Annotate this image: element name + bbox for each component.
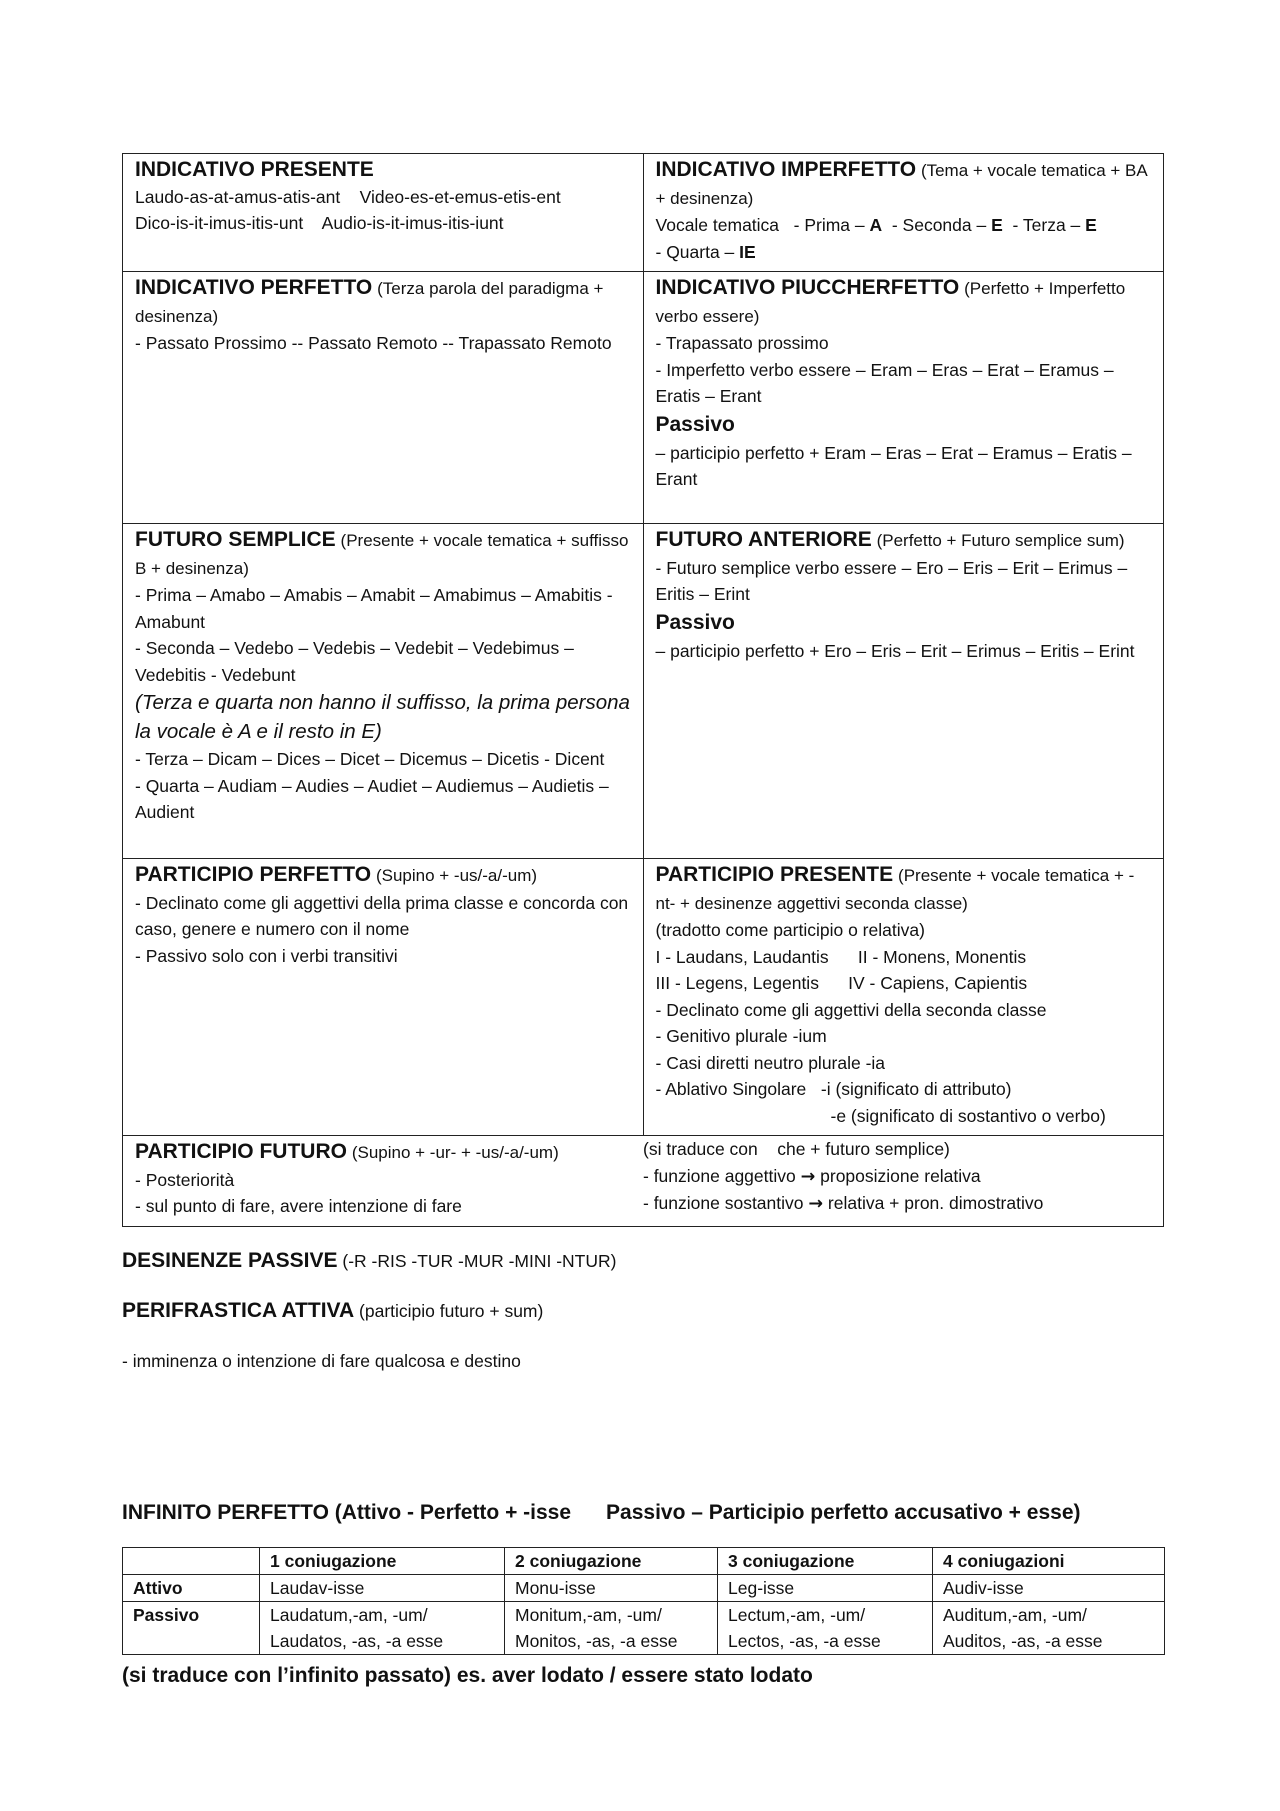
cell-line: Monitos, -as, -a esse [515,1631,678,1651]
header-cell: 4 coniugazioni [933,1548,1165,1575]
passivo-label: Passivo [655,412,735,436]
row-label: Attivo [123,1575,260,1602]
section-text: (-R -RIS -TUR -MUR -MINI -NTUR) [337,1251,617,1271]
cell-subtitle: (Supino + -ur- + -us/-a/-um) [351,1143,559,1162]
vt-mid: - Terza – [1002,215,1086,235]
cell-title: INDICATIVO PERFETTO [135,276,373,299]
conjugation-grid [122,153,1164,1227]
header-cell: 1 coniugazione [260,1548,505,1575]
cell-line: Lectum,-am, -um/ [728,1605,866,1625]
line-text: proposizione relativa [815,1165,981,1186]
cell-futuro-semplice [123,524,644,859]
cell-title: FUTURO ANTERIORE [655,528,872,551]
vt-ie: IE [739,241,756,262]
table-cell: Audiv-isse [933,1575,1165,1602]
cell-line: (tradotto come participio o relativa) [655,920,925,940]
line-text: - funzione sostantivo [643,1193,809,1213]
header-cell: 3 coniugazione [718,1548,933,1575]
header-cell [123,1548,260,1575]
cell-indicativo-piuccheperfetto [643,272,1164,524]
header-cell: 2 coniugazione [505,1548,718,1575]
cell-indicativo-presente [123,154,644,272]
cell-line: Lectos, -as, -a esse [728,1631,881,1651]
table-cell [260,1602,505,1655]
cell-futuro-anteriore [643,524,1164,859]
cell-title: INDICATIVO PRESENTE [135,158,374,181]
grid-row-4 [123,859,1164,1136]
vocale-tematica-line [656,212,1154,239]
cell-participio-futuro [123,1136,644,1227]
grid-row-5 [123,1136,1164,1227]
italic-note: (Terza e quarta non hanno il suffisso, la prima persona la vocale è A e il resto in E) [135,691,630,743]
grid-row-3 [123,524,1164,859]
passivo-label: Passivo [655,610,735,634]
cell-line-indented: -e (significato di sostantivo o verbo) [830,1105,1106,1126]
vt-label: Vocale tematica - Prima – [655,215,870,235]
cell-title: PARTICIPIO PERFETTO [135,863,372,886]
cell-title: PARTICIPIO FUTURO [135,1140,347,1163]
cell-subtitle: (Perfetto + Imperfetto verbo essere) [655,279,1126,326]
cell-title: INDICATIVO IMPERFETTO [655,158,917,181]
section-title: PERIFRASTICA ATTIVA [122,1299,355,1322]
cell-subtitle: (Presente + vocale tematica + -nt- + desinenze aggettivi seconda classe) [655,866,1135,913]
funzione-aggettivo-line [643,1163,1153,1191]
section-title: DESINENZE PASSIVE [122,1249,338,1272]
cell-line: Monitum,-am, -um/ [515,1605,662,1625]
cell-line: - Genitivo plurale -ium [655,1026,827,1046]
cell-line: - sul punto di fare, avere intenzione di fare [135,1196,462,1216]
vocale-tematica-quarta [656,239,1154,266]
cell-line: - Ablativo Singolare -i (significato di attributo) [655,1079,1012,1099]
cell-participio-futuro-notes [643,1136,1164,1227]
table-cell [933,1602,1165,1655]
cell-line: - Quarta – Audiam – Audies – Audiet – Audiemus – Audietis – Audient [135,775,613,822]
table-row-passivo [123,1602,1165,1655]
cell-title: PARTICIPIO PRESENTE [655,863,894,886]
cell-line: - Declinato come gli aggettivi della seconda classe [655,999,1047,1020]
cell-title: FUTURO SEMPLICE [135,528,336,551]
cell-participio-presente [643,859,1164,1136]
table-cell [718,1602,933,1655]
section-text: (participio futuro + sum) [354,1301,544,1321]
funzione-sostantivo-line [643,1190,1153,1218]
vt-e: E [991,215,1003,235]
cell-line: - Seconda – Vedebo – Vedebis – Vedebit – Vedebimus – Vedebitis - Vedebunt [135,638,579,685]
cell-participio-perfetto [123,859,644,1136]
cell-line: Laudatum,-am, -um/ [270,1605,428,1625]
cell-line: - Prima – Amabo – Amabis – Amabit – Amabimus – Amabitis - Amabunt [135,585,617,632]
vt-label: - Quarta – [655,241,740,262]
cell-indicativo-perfetto [123,272,644,524]
cell-line: III - Legens, Legentis IV - Capiens, Capientis [655,973,1028,993]
desinenze-passive [122,1248,616,1274]
cell-line: - Declinato come gli aggettivi della prima classe e concorda con caso, genere e numero con il nome [135,892,634,939]
cell-line: - Posteriorità [135,1169,235,1190]
infinito-table [122,1547,1165,1655]
row-label: Passivo [123,1602,260,1655]
table-cell: Laudav-isse [260,1575,505,1602]
cell-subtitle: (Tema + vocale tematica + BA + desinenza) [655,161,1147,208]
cell-title: INDICATIVO PIUCCHERFETTO [655,276,960,299]
cell-line: Laudo-as-at-amus-atis-ant Video-es-et-emus-etis-ent [135,186,561,207]
vt-e: E [1085,215,1097,235]
table-header-row [123,1548,1165,1575]
line-text: relativa + pron. dimostrativo [823,1193,1044,1213]
perifrastica-note: - imminenza o intenzione di fare qualcosa e destino [122,1351,521,1371]
infinito-translation-note: (si traduce con l’infinito passato) es. aver lodato / essere stato lodato [122,1664,813,1687]
cell-line: – participio perfetto + Eram – Eras – Erat – Eramus – Eratis – Erant [655,442,1137,489]
table-cell: Leg-isse [718,1575,933,1602]
cell-subtitle: (Terza parola del paradigma + desinenza) [135,279,604,326]
table-cell [505,1602,718,1655]
grid-row-2 [123,272,1164,524]
cell-line: - Imperfetto verbo essere – Eram – Eras – Erat – Eramus – Eratis – Erant [655,359,1119,406]
cell-subtitle: (Perfetto + Futuro semplice sum) [876,531,1125,550]
grid-row-1 [123,154,1164,272]
table-row-attivo [123,1575,1165,1602]
cell-subtitle: (Presente + vocale tematica + suffisso B + desinenza) [135,531,629,578]
cell-line: - Casi diretti neutro plurale -ia [655,1052,886,1073]
cell-line: - Passato Prossimo -- Passato Remoto -- Trapassato Remoto [135,333,612,353]
perifrastica-attiva [122,1298,543,1324]
cell-line: Laudatos, -as, -a esse [270,1631,444,1651]
table-cell: Monu-isse [505,1575,718,1602]
cell-line: – participio perfetto + Ero – Eris – Erit – Erimus – Eritis – Erint [655,640,1135,661]
line-text: - funzione aggettivo [643,1165,801,1186]
vt-a: A [869,215,883,235]
cell-line: - Futuro semplice verbo essere – Ero – Eris – Erit – Erimus – Eritis – Erint [655,557,1133,604]
cell-line: Auditum,-am, -um/ [943,1605,1087,1625]
cell-indicativo-imperfetto [643,154,1164,272]
cell-line: Dico-is-it-imus-itis-unt Audio-is-it-imus-itis-iunt [135,213,504,233]
arrow-right-icon: → [800,1166,816,1187]
cell-line: (si traduce con che + futuro semplice) [643,1139,950,1159]
arrow-right-icon: → [808,1194,824,1214]
cell-line: I - Laudans, Laudantis II - Monens, Monentis [655,946,1027,967]
vt-mid: - Seconda – [882,215,992,235]
cell-line: - Terza – Dicam – Dices – Dicet – Dicemus – Dicetis - Dicent [135,749,605,769]
cell-subtitle: (Supino + -us/-a/-um) [375,866,538,885]
infinito-perfetto-title: INFINITO PERFETTO (Attivo - Perfetto + -isse Passivo – Participio perfetto accusativo + esse) [122,1501,1081,1524]
cell-line: - Trapassato prossimo [655,333,829,353]
cell-line: Auditos, -as, -a esse [943,1631,1103,1651]
cell-line: - Passivo solo con i verbi transitivi [135,945,398,966]
